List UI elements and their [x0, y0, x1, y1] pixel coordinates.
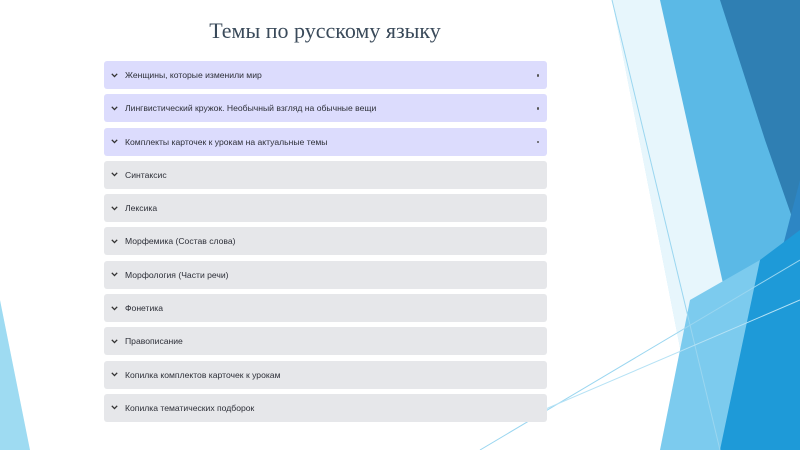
right-decor-mid	[660, 0, 800, 450]
decor-line-1	[612, 0, 720, 450]
item-dot	[537, 141, 540, 144]
chevron-down-icon	[110, 71, 119, 80]
decor-line-3	[520, 300, 800, 420]
right-decor-light	[612, 0, 800, 450]
chevron-down-icon	[110, 403, 119, 412]
accordion-item[interactable]	[104, 294, 547, 322]
chevron-down-icon	[110, 104, 119, 113]
accordion-item[interactable]	[104, 94, 547, 122]
accordion-item-label: Копилка тематических подборок	[125, 402, 255, 413]
accordion-item-label: Фонетика	[125, 303, 164, 314]
accordion-item[interactable]	[104, 128, 547, 156]
accordion-item[interactable]	[104, 161, 547, 189]
accordion-item-label: Лингвистический кружок. Необычный взгляд на обычные вещи	[125, 103, 377, 114]
chevron-down-icon	[110, 237, 119, 246]
accordion-item[interactable]	[104, 261, 547, 289]
accordion-item[interactable]	[104, 61, 547, 89]
accordion-item-label: Синтаксис	[125, 169, 167, 180]
chevron-down-icon	[110, 137, 119, 146]
item-dot	[537, 107, 540, 110]
right-decor-dark-top	[720, 0, 800, 240]
accordion-item[interactable]	[104, 394, 547, 422]
accordion-item-label: Правописание	[125, 336, 183, 347]
item-dot	[537, 74, 540, 77]
chevron-down-icon	[110, 204, 119, 213]
left-decor-shape	[0, 300, 30, 450]
right-decor-dark-bottom	[730, 180, 800, 450]
page-title: Темы по русскому языку	[209, 18, 441, 43]
accordion-item[interactable]	[104, 194, 547, 222]
chevron-down-icon	[110, 270, 119, 279]
accordion-item-label: Лексика	[125, 203, 158, 214]
chevron-down-icon	[110, 337, 119, 346]
accordion-item[interactable]	[104, 327, 547, 355]
right-decor-bright	[700, 230, 800, 450]
chevron-down-icon	[110, 170, 119, 179]
accordion-item-label: Женщины, которые изменили мир	[125, 70, 262, 80]
accordion-item-label: Копилка комплектов карточек к урокам	[125, 369, 281, 380]
accordion-item[interactable]	[104, 361, 547, 389]
right-decor-pale	[612, 0, 745, 450]
accordion-item-label: Комплекты карточек к урокам на актуальные темы	[125, 136, 328, 147]
right-decor-accent	[660, 260, 760, 450]
accordion-item-label: Морфология (Части речи)	[125, 269, 229, 280]
topics-accordion	[104, 61, 547, 427]
chevron-down-icon	[110, 370, 119, 379]
accordion-item-label: Морфемика (Состав слова)	[125, 236, 236, 247]
accordion-item[interactable]	[104, 227, 547, 255]
chevron-down-icon	[110, 304, 119, 313]
